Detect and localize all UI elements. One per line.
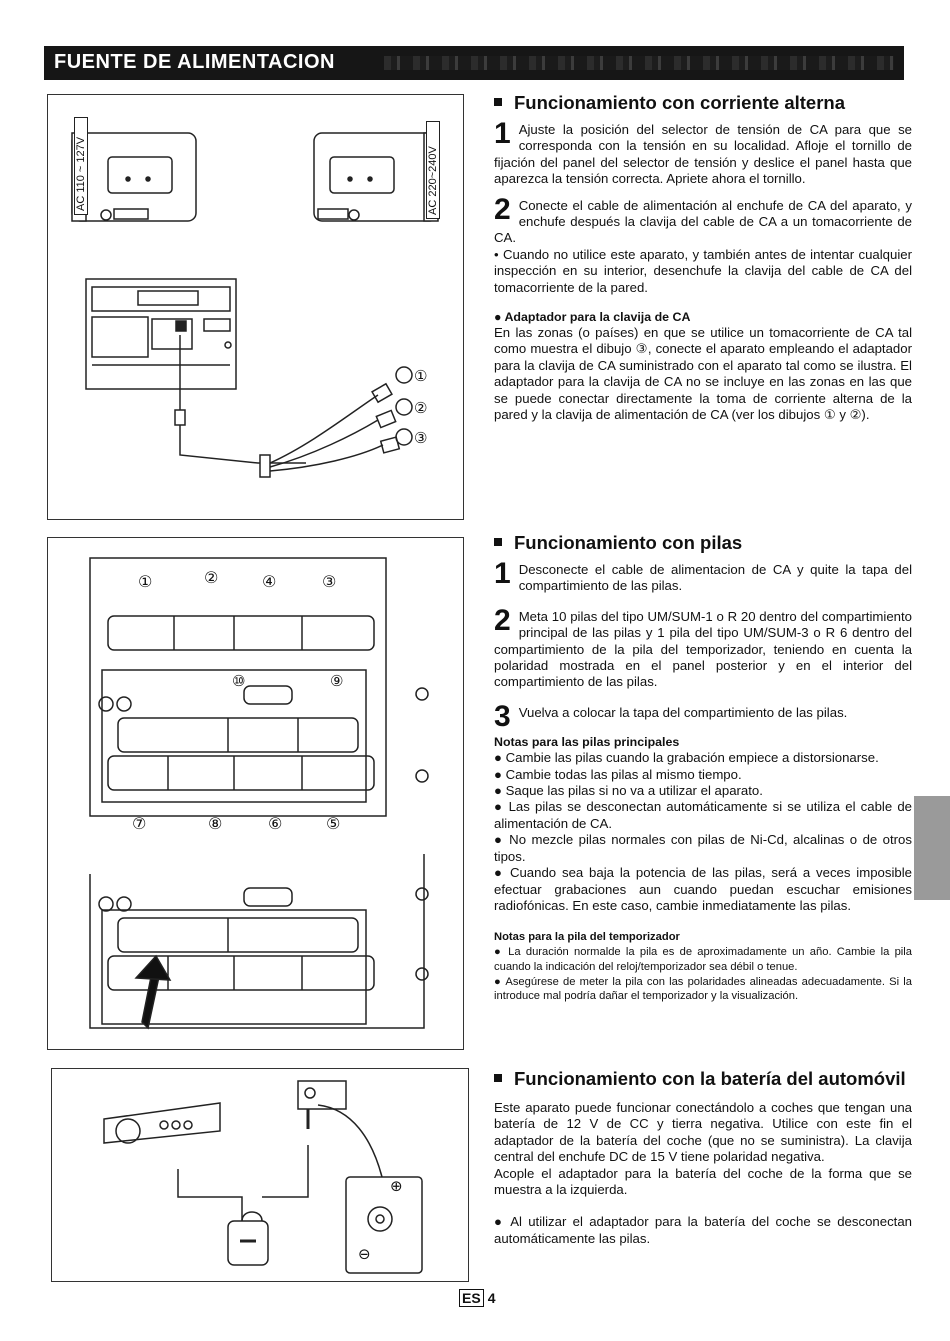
timer-note: ● La duración normalde la pila es de aproximadamente un año. Cambie la pila cuando la indicación del reloj/temporizador sea débil o tenue. [494,946,912,973]
battery-label-10: ⑩ [232,673,246,690]
battery-step-2 [494,603,912,691]
bullet-square-icon [494,538,502,546]
battery-step-3-text: Vuelva a colocar la tapa del compartimiento de las pilas. [518,704,848,720]
adapter-heading: ● Adaptador para la clavija de CA [494,310,691,325]
plug-label-1: ① [414,368,428,385]
battery-label-9: ⑨ [330,673,344,690]
adapter-text: En las zonas (o países) en que se utilice un tomacorriente de CA tal como muestra el dibujo ③, conecte el aparato empleando el adaptador para la clavija de CA suministrado con el aparato tal como se ilustra. El adaptador para la clavija de CA no se incluye en las zonas en las que se puede conectar directamente la toma de corriente alterna de la pared y la clavija de alimentación de CA (ver los dibujos ① y ②). [494,325,912,423]
page-number [459,1290,495,1306]
bullet-square-icon [494,98,502,106]
battery-step-3 [494,699,912,733]
banner-texture [384,56,894,70]
car-text-1: Este aparato puede funcionar conectándolo a coches que tengan una batería de 12 V de CC y tierra negativa. Utilice con este fin el adaptador de la batería del coche (que no se suministra). La clavija central del enchufe DC de 15 V tiene polaridad negativa. [494,1100,912,1165]
timer-notes-heading: Notas para la pila del temporizador [494,931,680,944]
main-battery-notes-heading: Notas para las pilas principales [494,735,680,750]
polarity-plus-label: ⊕ [390,1178,403,1195]
battery-label-5: ⑤ [326,816,341,833]
battery-label-8: ⑧ [208,816,223,833]
battery-figure [47,537,464,1050]
battery-note: ● Cambie las pilas cuando la grabación empiece a distorsionarse. [494,750,879,766]
ac-heading: Funcionamiento con corriente alterna [494,92,912,114]
battery-step-1 [494,557,912,595]
battery-note: ● Cambie todas las pilas al mismo tiempo. [494,766,742,782]
language-badge: ES [459,1289,484,1307]
timer-note: ● Asegúrese de meter la pila con las polaridades alineadas adecuadamente. Si la introduce mal podría dañar el temporizador y la visualización. [494,975,912,1003]
car-text-2: Acople el adaptador para la batería del coche de la forma que se muestra a la izquierda. [494,1165,912,1198]
battery-section [494,532,912,1004]
step-number: 1 [494,117,511,150]
battery-note: ● Las pilas se desconectan automáticamente si se utiliza el cable de alimentación de CA. [494,799,912,831]
timer-notes [494,930,912,1003]
battery-note: ● No mezcle pilas normales con pilas de Ni-Cd, alcalinas o de otros tipos. [494,832,912,864]
battery-label-7: ⑦ [132,816,147,833]
section-banner [44,46,904,80]
ac-figure [47,94,464,520]
ac-step-1-text: Ajuste la posición del selector de tensión de CA para que se corresponda con la tensión en su localidad. Afloje el tornillo de fijación del panel del selector de tensión y deslice el panel hasta que aparezca la tensión correcta. Apriete ahora el tornillo. [494,122,912,187]
side-thumb-tab [914,796,950,900]
battery-label-4: ④ [262,574,277,591]
battery-label-2: ② [204,570,219,587]
battery-heading: Funcionamiento con pilas [494,532,912,554]
page-title: FUENTE DE ALIMENTACION [54,51,335,73]
battery-step-2-text: Meta 10 pilas del tipo UM/SUM-1 o R 20 dentro del compartimiento principal de las pilas y 1 pila del tipo UM/SUM-3 o R 6 dentro del compartimiento de la pila del temporizador, teniendo en cuenta la polaridad mostrada en el panel posterior y en el interior del compartimiento de las pilas. [494,608,912,690]
car-figure [51,1068,469,1282]
plug-label-3: ③ [414,430,428,447]
step-number: 1 [494,557,511,590]
ac-section [494,92,912,424]
car-section [494,1068,912,1247]
battery-label-6: ⑥ [268,816,283,833]
ac-step-2-text: Conecte el cable de alimentación al enchufe de CA del aparato, y enchufe después la clavija del cable de CA a un tomacorriente de CA. [494,197,912,246]
step-number: 2 [494,603,511,637]
plug-label-2: ② [414,400,428,417]
step-number: 2 [494,192,511,226]
car-heading: Funcionamiento con la batería del automóvil [494,1068,912,1090]
battery-note: ● Cuando sea baja la potencia de las pilas, será a veces imposible efectuar grabaciones aun cuando puedan escuchar emisiones radiofónicas. En este caso, cambie inmediatamente las pilas. [494,865,912,913]
step-number: 3 [494,699,511,733]
ac-step-2-note: • Cuando no utilice este aparato, y también antes de intentar cualquier inspección en su interior, desenchufe la clavija del cable de CA del tomacorriente de la pared. [494,246,912,295]
bullet-square-icon [494,1074,502,1082]
battery-label-1: ① [138,574,153,591]
page-number-value: 4 [487,1290,496,1306]
voltage-label-right: AC 220~240V [426,121,440,219]
car-text-3: ● Al utilizar el adaptador para la batería del coche se desconectan automáticamente las pilas. [494,1214,912,1246]
battery-step-1-text: Desconecte el cable de alimentacion de CA y quite la tapa del compartimiento de las pilas. [518,562,912,594]
battery-label-3: ③ [322,574,337,591]
voltage-label-left: AC 110 ~ 127V [74,117,88,215]
polarity-minus-label: ⊖ [358,1246,371,1263]
battery-note: ● Saque las pilas si no va a utilizar el aparato. [494,783,763,799]
ac-step-2 [494,192,912,296]
ac-step-1 [494,117,912,188]
